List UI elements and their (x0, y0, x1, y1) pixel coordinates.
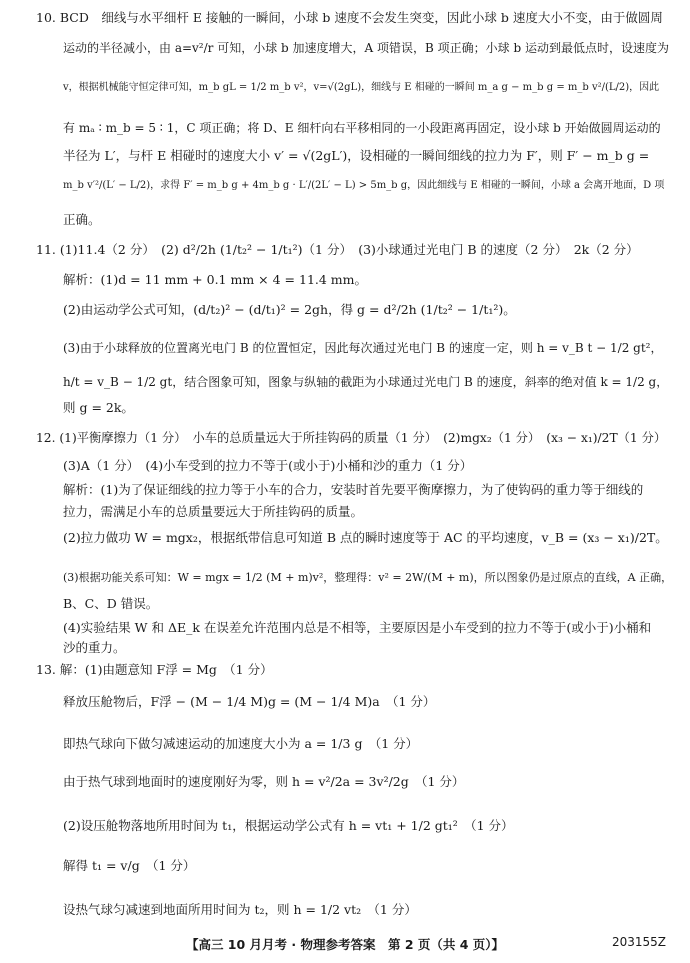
document-code: 203155Z (611, 935, 666, 949)
q11-line-5: h/t = v_B − 1/2 gt，结合图象可知，图象与纵轴的截距为小球通过光电门 B 的速度，斜率的绝对值 k = 1/2 g， (63, 375, 669, 389)
q13-line-1: 13. 解：(1)由题意知 F浮 = Mg （1 分） (36, 662, 273, 677)
q13-line-2: 释放压舱物后，F浮 − (M − 1/4 M)g = (M − 1/4 M)a （1 分） (63, 694, 436, 709)
q12-line-3: 解析：(1)为了保证细线的拉力等于小车的合力，安装时首先要平衡摩擦力，为了使钩码的重力等于细线的 (63, 482, 644, 497)
q13-line-3: 即热气球向下做匀减速运动的加速度大小为 a = 1/3 g （1 分） (63, 736, 419, 751)
q13-line-5: (2)设压舱物落地所用时间为 t₁，根据运动学公式有 h = vt₁ + 1/2 gt₁² （1 分） (63, 818, 514, 833)
q10-line-4: 有 mₐ ∶ m_b = 5 ∶ 1，C 项正确；将 D、E 细杆向右平移相同的一小段距离再固定，设小球 b 开始做圆周运动的 (63, 121, 661, 135)
q12-line-2: (3)A（1 分） (4)小车受到的拉力不等于(或小于)小桶和沙的重力（1 分） (63, 458, 473, 473)
q13-line-7: 设热气球匀减速到地面所用时间为 t₂，则 h = 1/2 vt₂ （1 分） (63, 902, 417, 917)
q10-line-5: 半径为 L′，与杆 E 相碰时的速度大小 v′ = √(2gL′)，设相碰的一瞬间细线的拉力为 F′，则 F′ − m_b g = (63, 148, 650, 163)
q10-line-2: 运动的半径减小，由 a=v²/r 可知，小球 b 加速度增大，A 项错误，B 项正确；小球 b 运动到最低点时，设速度为 (63, 41, 669, 55)
q11-line-1: 11. (1)11.4（2 分） (2) d²/2h (1/t₂² − 1/t₁²)（1 分） (3)小球通过光电门 B 的速度（2 分） 2k（2 分） (36, 242, 639, 257)
q12-line-8: (4)实验结果 W 和 ΔE_k 在误差允许范围内总是不相等，主要原因是小车受到的拉力不等于(或小于)小桶和 (63, 620, 652, 635)
q10-line-6: m_b v′²/(L′ − L/2)，求得 F′ = m_b g + 4m_b g · L′/(2L′ − L) > 5m_b g，因此细线与 E 相碰的一瞬间，小球 a 会离开地面，D 项 (63, 180, 665, 191)
q12-line-1: 12. (1)平衡摩擦力（1 分） 小车的总质量远大于所挂钩码的质量（1 分） (2)mgx₂（1 分） (x₃ − x₁)/2T（1 分） (36, 431, 667, 445)
q11-line-4: (3)由于小球释放的位置离光电门 B 的位置恒定，因此每次通过光电门 B 的速度一定，则 h = v_B t − 1/2 gt²， (63, 341, 663, 355)
q12-line-9: 沙的重力。 (63, 640, 126, 655)
q12-line-6: (3)根据功能关系可知：W = mgx = 1/2 (M + m)v²，整理得：v² = 2W/(M + m)，所以图象仍是过原点的直线，A 正确， (63, 571, 673, 584)
q11-line-3: (2)由运动学公式可知，(d/t₂)² − (d/t₁)² = 2gh，得 g = d²/2h (1/t₂² − 1/t₁²)。 (63, 302, 516, 317)
q12-line-5: (2)拉力做功 W = mgx₂，根据纸带信息可知道 B 点的瞬时速度等于 AC 的平均速度，v_B = (x₃ − x₁)/2T。 (63, 530, 668, 545)
q12-line-7: B、C、D 错误。 (63, 596, 159, 611)
q10-line-1: 10. BCD 细线与水平细杆 E 接触的一瞬间，小球 b 速度不会发生突变，因此小球 b 速度大小不变，由于做圆周 (36, 10, 663, 25)
q13-line-6: 解得 t₁ = v/g （1 分） (63, 858, 196, 873)
q12-line-4: 拉力，需满足小车的总质量要远大于所挂钩码的质量。 (63, 504, 364, 519)
q11-line-6: 则 g = 2k。 (63, 400, 134, 415)
q10-line-7: 正确。 (63, 212, 101, 227)
q10-line-3: v，根据机械能守恒定律可知，m_b gL = 1/2 m_b v²，v=√(2gL)，细线与 E 相碰的一瞬间 m_a g − m_b g = m_b v²/(L/2)，因此 (63, 82, 660, 93)
q13-line-4: 由于热气球到地面时的速度刚好为零，则 h = v²/2a = 3v²/2g （1 分） (63, 774, 465, 789)
page-footer: 【高三 10 月月考 · 物理参考答案 第 2 页（共 4 页）】 (185, 937, 505, 952)
q11-line-2: 解析：(1)d = 11 mm + 0.1 mm × 4 = 11.4 mm。 (63, 272, 367, 287)
